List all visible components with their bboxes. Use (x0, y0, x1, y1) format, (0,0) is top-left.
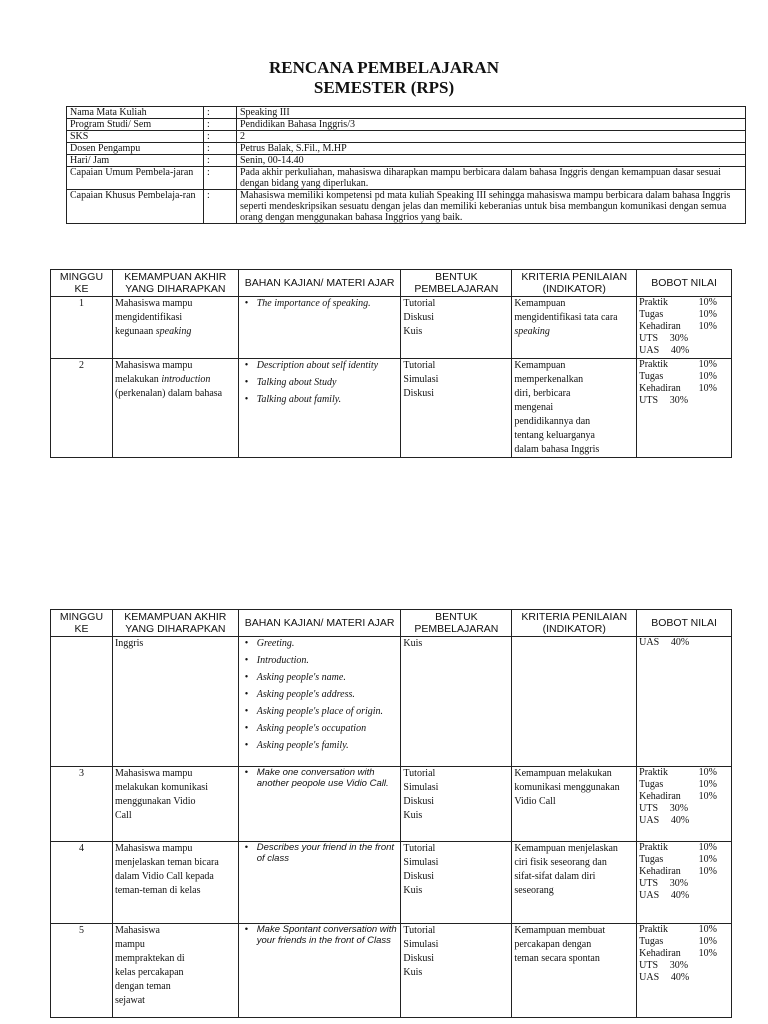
weight-line (639, 767, 729, 779)
study-material (238, 297, 401, 359)
weight-label: Kehadiran (639, 383, 681, 394)
weight-label: Tugas (639, 936, 664, 947)
assessment-criteria (512, 924, 637, 1018)
assessment-criteria-line: Kemampuan menjelaskan (514, 843, 618, 854)
weight-value: 10% (698, 842, 717, 853)
weight-value: 10% (698, 309, 717, 320)
assessment-criteria-line: Kemampuan membuat (514, 925, 606, 936)
weight-line (639, 803, 729, 815)
material-item: • Introduction. (257, 654, 399, 668)
weight-label: Praktik (639, 767, 669, 778)
info-value: Petrus Balak, S.Fil., M.HP (237, 143, 746, 155)
assessment-criteria-line: tentang keluarganya (514, 430, 595, 441)
week-number: 5 (51, 924, 113, 1018)
header-bahan: BAHAN KAJIAN/ MATERI AJAR (238, 610, 401, 637)
weight-label: UAS (639, 972, 660, 983)
document-title-line1: RENCANA PEMBELAJARAN (269, 58, 499, 77)
weight-line (639, 383, 729, 395)
table-row (51, 297, 732, 359)
assessment-criteria (512, 767, 637, 842)
info-value: Speaking III (237, 107, 746, 119)
assessment-criteria-line: memperkenalkan (514, 374, 584, 385)
weight-line (639, 395, 729, 407)
score-weight (637, 297, 732, 359)
learning-form (401, 842, 512, 924)
weight-line (639, 321, 729, 333)
score-weight (637, 924, 732, 1018)
weight-line (639, 309, 729, 321)
info-label: Hari/ Jam (67, 155, 204, 167)
info-label: SKS (67, 131, 204, 143)
learning-outcome-line: Inggris (114, 638, 144, 649)
weight-line (639, 345, 729, 357)
rps-table-2 (50, 609, 732, 1018)
weight-label: Kehadiran (639, 948, 681, 959)
info-value: Pada akhir perkuliahan, mahasiswa diharapkan mampu berbicara dalam bahasa Inggris dengan kemampuan dasar sesuai dengan bidang yang diperlukan. (237, 167, 746, 190)
study-material (238, 359, 401, 458)
weight-line (639, 842, 729, 854)
learning-outcome-line: mampu (114, 939, 145, 950)
header-kriteria: KRITERIA PENILAIAN (INDIKATOR) (512, 610, 637, 637)
learning-outcome-line: mempraktekan di (114, 953, 185, 964)
table-row (51, 842, 732, 924)
learning-outcome-line: melakukan komunikasi (114, 782, 208, 793)
learning-form-line: Kuis (403, 810, 423, 821)
weight-line (639, 815, 729, 827)
weight-value: 30% (669, 333, 689, 344)
weight-line (639, 333, 729, 345)
weight-value: 10% (698, 924, 717, 935)
weight-label: Praktik (639, 842, 669, 853)
learning-outcome-line: kelas percakapan (114, 967, 184, 978)
material-item: • Asking people's name. (257, 671, 399, 685)
document-title-line2: SEMESTER (RPS) (313, 78, 455, 97)
weight-value: 10% (698, 866, 717, 877)
assessment-criteria (512, 359, 637, 458)
learning-outcome (112, 924, 238, 1018)
rps-table-1 (50, 269, 732, 458)
info-value: Pendidikan Bahasa Inggris/3 (237, 119, 746, 131)
info-row (67, 167, 746, 190)
info-row (67, 190, 746, 224)
weight-value: 40% (670, 972, 690, 983)
material-item: • Description about self identity (257, 359, 399, 373)
learning-form-line: Kuis (403, 638, 423, 649)
learning-outcome-line: teman-teman di kelas (114, 885, 201, 896)
assessment-criteria-line: dalam bahasa Inggris (514, 444, 600, 455)
weight-line (639, 936, 729, 948)
learning-outcome-line: kegunaan speaking (114, 326, 192, 337)
assessment-criteria-line: percakapan dengan (514, 939, 592, 950)
assessment-criteria-line: Kemampuan (514, 360, 566, 371)
learning-form (401, 767, 512, 842)
learning-outcome-line: Mahasiswa mampu (114, 298, 193, 309)
header-bentuk: BENTUK PEMBELAJARAN (401, 270, 512, 297)
weight-line (639, 854, 729, 866)
weight-label: UAS (639, 815, 660, 826)
weight-value: 10% (698, 779, 717, 790)
learning-outcome (112, 637, 238, 767)
learning-form-line: Kuis (403, 885, 423, 896)
weight-line (639, 637, 729, 649)
learning-outcome (112, 297, 238, 359)
weight-line (639, 371, 729, 383)
material-item: • Make one conversation with another peopole use Vidio Call. (257, 767, 399, 789)
weight-value: 10% (698, 297, 717, 308)
weight-value: 10% (698, 791, 717, 802)
weight-value: 10% (698, 936, 717, 947)
score-weight (637, 767, 732, 842)
info-label: Capaian Khusus Pembelaja-ran (67, 190, 204, 224)
header-bobot: BOBOT NILAI (637, 610, 732, 637)
study-material (238, 842, 401, 924)
assessment-criteria-line: seseorang (514, 885, 554, 896)
info-value: Mahasiswa memiliki kompetensi pd mata kuliah Speaking III sehingga mahasiswa mampu berbicara dalam bahasa Inggris seperti mendeskripsikan sesuatu dengan jelas dan memiliki keberanias untuk bisa membangun komunikasi dengan semua orang dengan menggunakan bahasa Inggrios yang baik. (237, 190, 746, 224)
assessment-criteria-line: sifat-sifat dalam diri (514, 871, 596, 882)
weight-value: 40% (670, 637, 690, 648)
learning-outcome-line: Mahasiswa mampu (114, 768, 193, 779)
learning-form (401, 637, 512, 767)
weight-line (639, 779, 729, 791)
weight-label: Kehadiran (639, 791, 681, 802)
material-item: • The importance of speaking. (257, 297, 399, 311)
info-row (67, 155, 746, 167)
weight-value: 10% (698, 359, 717, 370)
assessment-criteria-line: teman secara spontan (514, 953, 600, 964)
info-value: 2 (237, 131, 746, 143)
learning-form-line: Diskusi (403, 312, 434, 323)
weight-value: 40% (670, 345, 690, 356)
assessment-criteria-line: mengenai (514, 402, 554, 413)
learning-outcome (112, 359, 238, 458)
info-row (67, 131, 746, 143)
material-item: • Asking people's place of origin. (257, 705, 399, 719)
learning-form-line: Diskusi (403, 388, 434, 399)
weight-line (639, 359, 729, 371)
weight-label: UTS (639, 960, 659, 971)
material-item: • Talking about family. (257, 393, 399, 407)
assessment-criteria-line: diri, berbicara (514, 388, 571, 399)
weight-label: UAS (639, 890, 660, 901)
learning-outcome (112, 842, 238, 924)
table-row (51, 637, 732, 767)
info-label: Capaian Umum Pembela-jaran (67, 167, 204, 190)
learning-form-line: Diskusi (403, 953, 434, 964)
learning-form (401, 924, 512, 1018)
learning-outcome (112, 767, 238, 842)
week-number: 1 (51, 297, 113, 359)
learning-form-line: Tutorial (403, 360, 436, 371)
learning-outcome-line: menggunakan Vidio (114, 796, 196, 807)
info-sep: : (204, 143, 237, 155)
weight-value: 10% (698, 948, 717, 959)
info-sep: : (204, 131, 237, 143)
learning-form-line: Kuis (403, 967, 423, 978)
learning-form (401, 297, 512, 359)
weight-value: 30% (669, 878, 689, 889)
weight-line (639, 924, 729, 936)
assessment-criteria-line: Kemampuan melakukan (514, 768, 612, 779)
learning-outcome-line: Mahasiswa mampu (114, 360, 193, 371)
learning-outcome-line: sejawat (114, 995, 145, 1006)
weight-value: 10% (698, 371, 717, 382)
week-number: 3 (51, 767, 113, 842)
weight-label: UTS (639, 333, 659, 344)
weight-line (639, 866, 729, 878)
header-kemampuan: KEMAMPUAN AKHIR YANG DIHARAPKAN (112, 270, 238, 297)
learning-outcome-line: dalam Vidio Call kepada (114, 871, 214, 882)
score-weight (637, 637, 732, 767)
info-row (67, 143, 746, 155)
score-weight (637, 359, 732, 458)
learning-form-line: Tutorial (403, 298, 436, 309)
weight-label: Tugas (639, 371, 664, 382)
weight-line (639, 948, 729, 960)
learning-form-line: Diskusi (403, 871, 434, 882)
weight-label: UTS (639, 878, 659, 889)
info-label: Program Studi/ Sem (67, 119, 204, 131)
weight-line (639, 960, 729, 972)
material-item: • Talking about Study (257, 376, 399, 390)
week-number (51, 637, 113, 767)
weight-label: Praktik (639, 297, 669, 308)
weight-value: 10% (698, 383, 717, 394)
learning-outcome-line: (perkenalan) dalam bahasa (114, 388, 223, 399)
assessment-criteria (512, 297, 637, 359)
info-row (67, 119, 746, 131)
learning-outcome-line: dengan teman (114, 981, 171, 992)
assessment-criteria-line: Vidio Call (514, 796, 556, 807)
weight-label: UAS (639, 345, 660, 356)
assessment-criteria (512, 842, 637, 924)
study-material (238, 637, 401, 767)
learning-form-line: Simulasi (403, 939, 439, 950)
info-sep: : (204, 190, 237, 224)
learning-outcome-line: menjelaskan teman bicara (114, 857, 219, 868)
info-label: Nama Mata Kuliah (67, 107, 204, 119)
weight-value: 30% (669, 960, 689, 971)
info-row (67, 107, 746, 119)
material-item: • Asking people's occupation (257, 722, 399, 736)
info-sep: : (204, 107, 237, 119)
learning-form-line: Tutorial (403, 843, 436, 854)
learning-form-line: Diskusi (403, 796, 434, 807)
weight-line (639, 878, 729, 890)
study-material (238, 924, 401, 1018)
learning-outcome-line: Call (114, 810, 132, 821)
material-item: • Greeting. (257, 637, 399, 651)
material-item: • Make Spontant conversation with your friends in the front of Class (257, 924, 399, 946)
learning-form-line: Kuis (403, 326, 423, 337)
learning-form-line: Tutorial (403, 925, 436, 936)
weight-label: Praktik (639, 924, 669, 935)
assessment-criteria-line: mengidentifikasi tata cara (514, 312, 618, 323)
assessment-criteria-line: pendidikannya dan (514, 416, 591, 427)
learning-form-line: Simulasi (403, 782, 439, 793)
header-kriteria: KRITERIA PENILAIAN (INDIKATOR) (512, 270, 637, 297)
info-sep: : (204, 119, 237, 131)
material-item: • Asking people's family. (257, 739, 399, 753)
week-number: 4 (51, 842, 113, 924)
weight-label: Tugas (639, 309, 664, 320)
header-kemampuan: KEMAMPUAN AKHIR YANG DIHARAPKAN (112, 610, 238, 637)
weight-label: UAS (639, 637, 660, 648)
weight-value: 10% (698, 321, 717, 332)
header-minggu: MINGGU KE (51, 270, 113, 297)
table-row (51, 359, 732, 458)
learning-form-line: Simulasi (403, 374, 439, 385)
info-sep: : (204, 167, 237, 190)
weight-label: UTS (639, 803, 659, 814)
study-material (238, 767, 401, 842)
assessment-criteria (512, 637, 637, 767)
weight-line (639, 972, 729, 984)
assessment-criteria-line: ciri fisik seseorang dan (514, 857, 607, 868)
learning-outcome-line: Mahasiswa (114, 925, 160, 936)
weight-label: Tugas (639, 779, 664, 790)
assessment-criteria-line: Kemampuan (514, 298, 566, 309)
info-label: Dosen Pengampu (67, 143, 204, 155)
weight-label: Tugas (639, 854, 664, 865)
weight-value: 30% (669, 395, 689, 406)
weight-value: 40% (670, 815, 690, 826)
info-value: Senin, 00-14.40 (237, 155, 746, 167)
learning-form-line: Simulasi (403, 857, 439, 868)
weight-line (639, 890, 729, 902)
weight-label: Praktik (639, 359, 669, 370)
weight-label: UTS (639, 395, 659, 406)
weight-value: 40% (670, 890, 690, 901)
header-bahan: BAHAN KAJIAN/ MATERI AJAR (238, 270, 401, 297)
learning-form (401, 359, 512, 458)
info-sep: : (204, 155, 237, 167)
score-weight (637, 842, 732, 924)
weight-line (639, 297, 729, 309)
material-item: • Asking people's address. (257, 688, 399, 702)
learning-outcome-line: melakukan introduction (114, 374, 211, 385)
header-bentuk: BENTUK PEMBELAJARAN (401, 610, 512, 637)
table-row (51, 767, 732, 842)
table-row (51, 924, 732, 1018)
learning-form-line: Tutorial (403, 768, 436, 779)
assessment-criteria-line: speaking (514, 326, 550, 337)
material-item: • Describes your friend in the front of class (257, 842, 399, 864)
header-minggu: MINGGU KE (51, 610, 113, 637)
weight-value: 10% (698, 854, 717, 865)
weight-value: 10% (698, 767, 717, 778)
learning-outcome-line: mengidentifikasi (114, 312, 183, 323)
assessment-criteria-line: komunikasi menggunakan (514, 782, 620, 793)
week-number: 2 (51, 359, 113, 458)
weight-line (639, 791, 729, 803)
weight-label: Kehadiran (639, 321, 681, 332)
header-bobot: BOBOT NILAI (637, 270, 732, 297)
course-info-table (66, 106, 746, 224)
weight-label: Kehadiran (639, 866, 681, 877)
learning-outcome-line: Mahasiswa mampu (114, 843, 193, 854)
weight-value: 30% (669, 803, 689, 814)
